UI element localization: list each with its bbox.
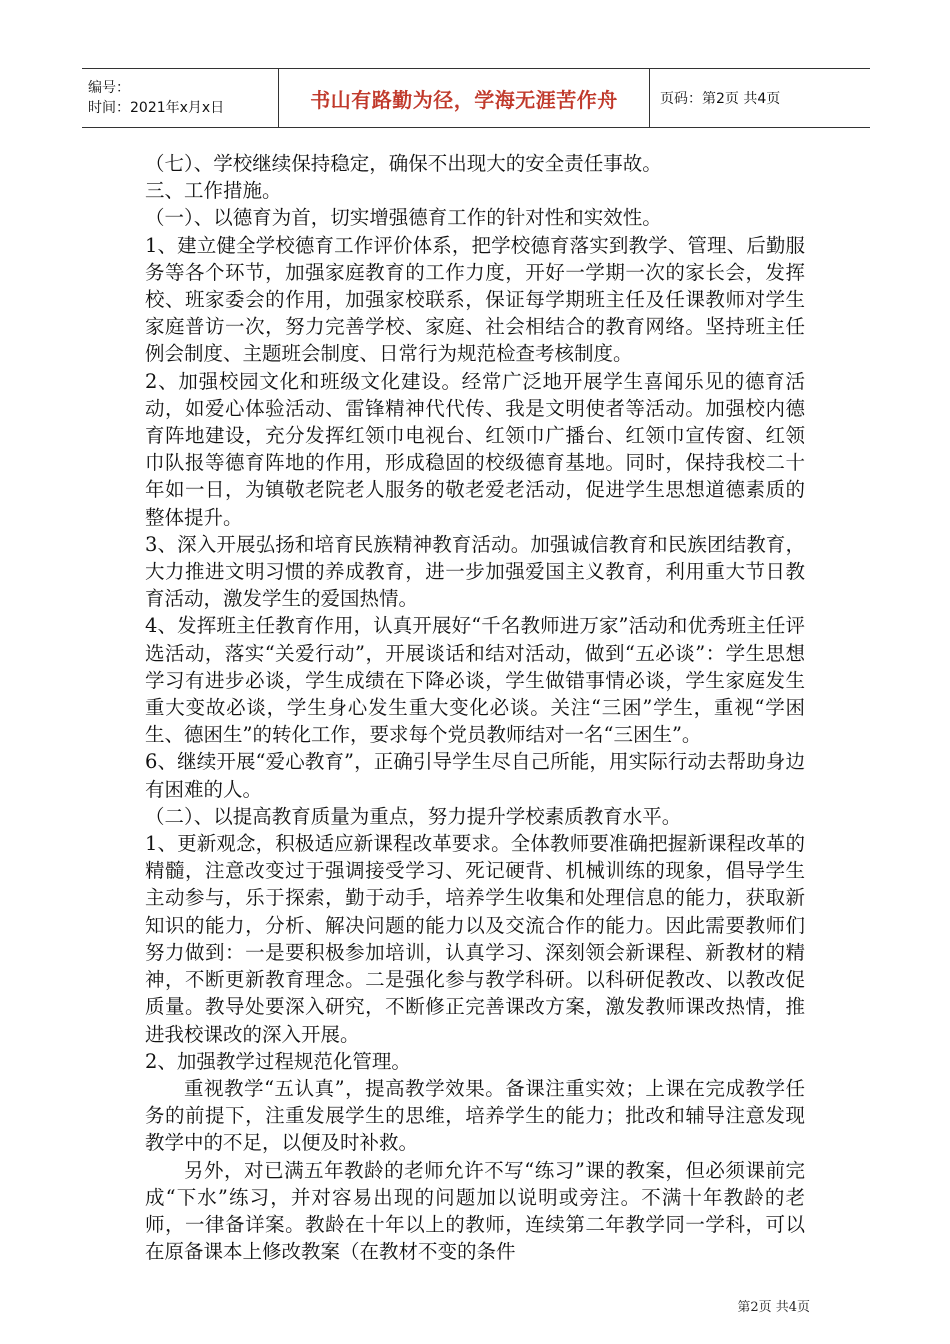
paragraph: 6、继续开展“爱心教育”，正确引导学生尽自己所能，用实际行动去帮助身边有困难的人。 bbox=[145, 750, 805, 801]
page-header bbox=[82, 68, 870, 128]
header-page-number: 页码：第2页 共4页 bbox=[660, 91, 781, 107]
paragraph: 1、更新观念，积极适应新课程改革要求。全体教师要准确把握新课程改革的精髓，注意改变过于强调接受学习、死记硬背、机械训练的现象，倡导学生主动参与，乐于探索，勤于动手，培养学生收集和处理信息的能力，获取新知识的能力，分析、解决问题的能力以及交流合作的能力。因此需要教师们努力做到：一是要积极参加培训，认真学习、深刻领会新课程、新教材的精神，不断更新教育理念。二是强化参与教学科研。以科研促教改、以教改促质量。教导处要深入研究，不断修正完善课改方案，激发教师课改热情，推进我校课改的深入开展。 bbox=[145, 832, 805, 1046]
date-label: 时间：2021年x月x日 bbox=[88, 100, 225, 116]
page-footer: 第2页 共4页 bbox=[737, 1300, 810, 1315]
paragraph: 4、发挥班主任教育作用，认真开展好“千名教师进万家”活动和优秀班主任评选活动，落实“关爱行动”，开展谈话和结对活动，做到“五必谈”：学生思想学习有进步必谈，学生成绩在下降必谈，学生做错事情必谈，学生家庭发生重大变故必谈，学生身心发生重大变化必谈。关注“三困”学生，重视“学困生、德困生”的转化工作，要求每个党员教师结对一名“三困生”。 bbox=[145, 614, 805, 747]
section-heading: 三、工作措施。 bbox=[145, 179, 282, 203]
subsection-heading: （一）、以德育为首，切实增强德育工作的针对性和实效性。 bbox=[145, 206, 662, 230]
document-body bbox=[145, 150, 805, 1265]
paragraph: （七）、学校继续保持稳定，确保不出现大的安全责任事故。 bbox=[145, 152, 662, 175]
paragraph: 重视教学“五认真”，提高教学效果。备课注重实效；上课在完成教学任务的前提下，注重发展学生的思维，培养学生的能力；批改和辅导注意发现教学中的不足，以便及时补救。 bbox=[145, 1076, 805, 1155]
serial-number-label: 编号： bbox=[88, 80, 130, 96]
header-motto: 书山有路勤为径，学海无涯苦作舟 bbox=[279, 69, 650, 127]
paragraph: 3、深入开展弘扬和培育民族精神教育活动。加强诚信教育和民族团结教育，大力推进文明习惯的养成教育，进一步加强爱国主义教育，利用重大节日教育活动，激发学生的爱国热情。 bbox=[145, 532, 805, 611]
paragraph: 另外，对已满五年教龄的老师允许不写“练习”课的教案，但必须课前完成“下水”练习，并对容易出现的问题加以说明或旁注。不满十年教龄的老师，一律备详案。教龄在十年以上的教师，连续第二年教学同一学科，可以在原备课本上修改教案（在教材不变的条件 bbox=[145, 1158, 805, 1264]
header-meta bbox=[82, 69, 279, 127]
paragraph: 2、加强校园文化和班级文化建设。经常广泛地开展学生喜闻乐见的德育活动，如爱心体验活动、雷锋精神代代传、我是文明使者等活动。加强校内德育阵地建设，充分发挥红领巾电视台、红领巾广播台、红领巾宣传窗、红领巾队报等德育阵地的作用，形成稳固的校级德育基地。同时，保持我校二十年如一日，为镇敬老院老人服务的敬老爱老活动，促进学生思想道德素质的整体提升。 bbox=[145, 369, 805, 529]
paragraph: 2、加强教学过程规范化管理。 bbox=[145, 1049, 411, 1073]
subsection-heading: （二）、以提高教育质量为重点，努力提升学校素质教育水平。 bbox=[145, 804, 682, 828]
paragraph: 1、建立健全学校德育工作评价体系，把学校德育落实到教学、管理、后勤服务等各个环节，加强家庭教育的工作力度，开好一学期一次的家长会，发挥校、班家委会的作用，加强家校联系，保证每学期班主任及任课教师对学生家庭普访一次，努力完善学校、家庭、社会相结合的教育网络。坚持班主任例会制度、主题班会制度、日常行为规范检查考核制度。 bbox=[145, 233, 805, 366]
